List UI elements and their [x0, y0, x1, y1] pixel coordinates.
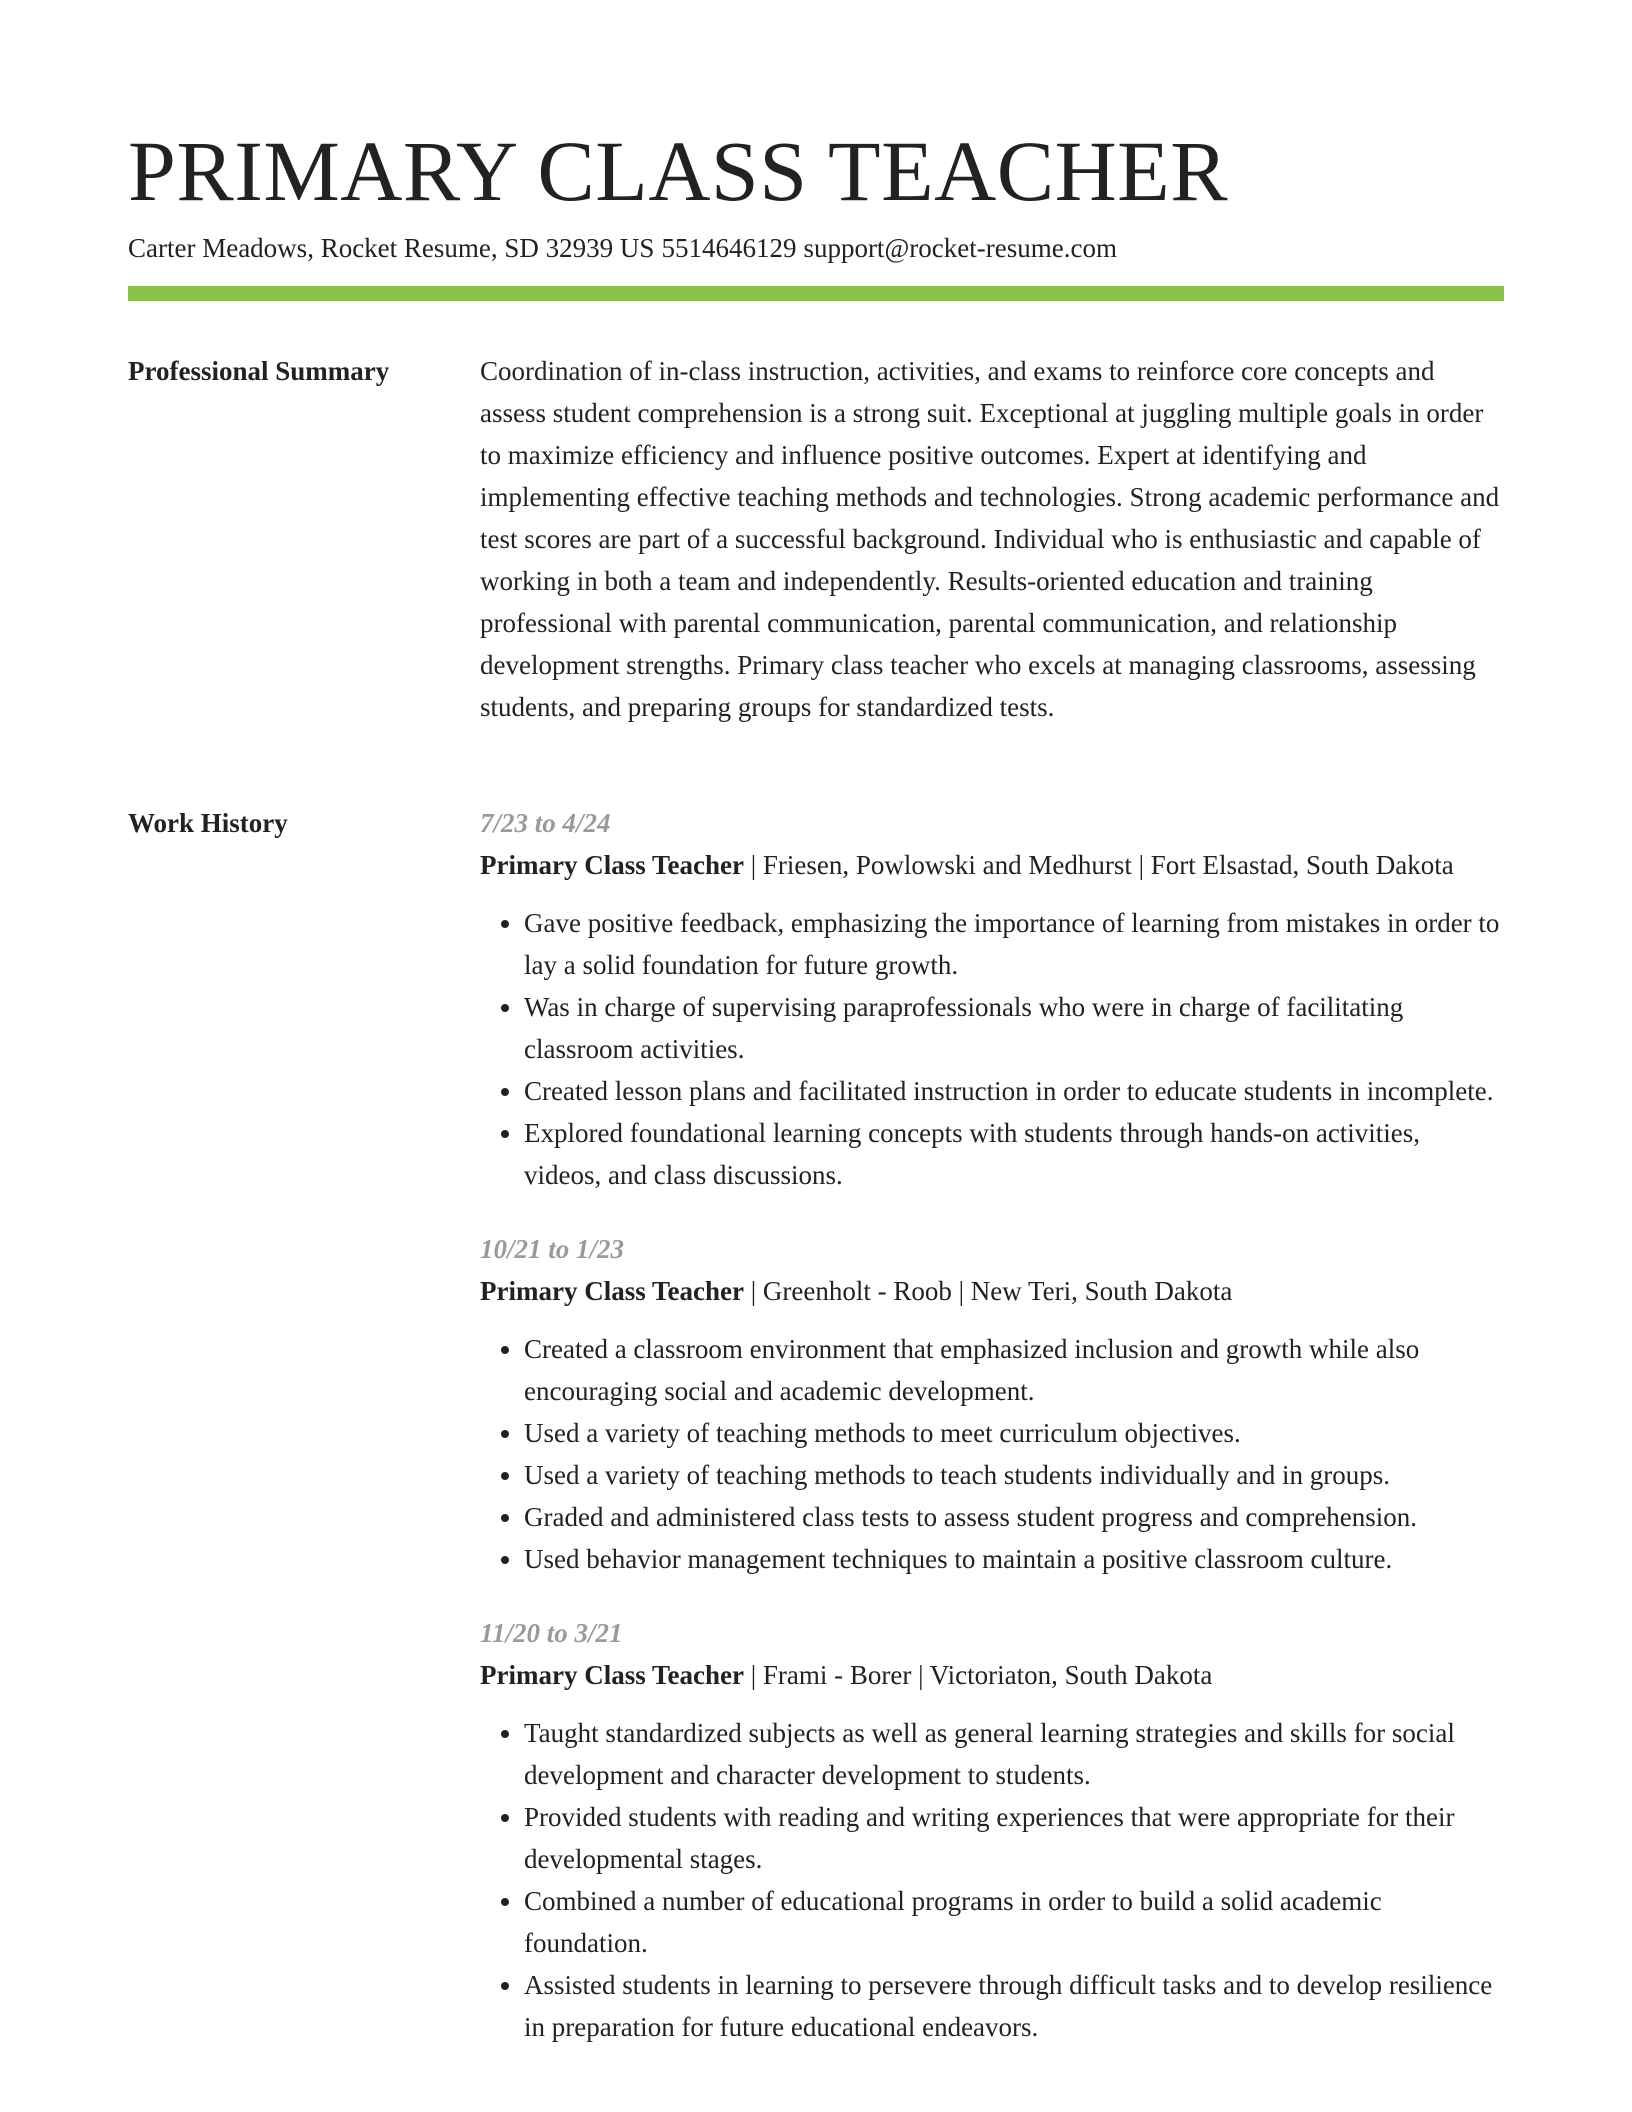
job-bullet: • Used a variety of teaching methods to meet curriculum objectives. [524, 1412, 1504, 1454]
section-heading-work-history: Work History [128, 808, 288, 838]
contact-email: support@rocket-resume.com [803, 233, 1117, 263]
job-title: Primary Class Teacher [480, 1276, 744, 1306]
job-employer-location: | Greenholt - Roob | New Teri, South Dakota [743, 1276, 1233, 1306]
job-dates: 7/23 to 4/24 [480, 808, 611, 838]
job-heading [480, 1270, 1504, 1312]
job-entry [480, 1612, 1504, 2048]
section-heading-summary: Professional Summary [128, 356, 390, 386]
job-bullet: • Combined a number of educational programs in order to build a solid academic foundation. [524, 1880, 1504, 1964]
job-entry [480, 802, 1504, 1196]
job-bullet: • Was in charge of supervising paraprofessionals who were in charge of facilitating classroom activities. [524, 986, 1504, 1070]
contact-address: Carter Meadows, Rocket Resume, SD 32939 US [128, 233, 655, 263]
job-bullet: • Graded and administered class tests to assess student progress and comprehension. [524, 1496, 1504, 1538]
job-heading [480, 1654, 1504, 1696]
job-title: Primary Class Teacher [480, 850, 744, 880]
job-bullet: • Gave positive feedback, emphasizing the importance of learning from mistakes in order to lay a solid foundation for future growth. [524, 902, 1504, 986]
job-bullet: • Used a variety of teaching methods to teach students individually and in groups. [524, 1454, 1504, 1496]
job-heading [480, 844, 1504, 886]
resume-title: PRIMARY CLASS TEACHER [128, 123, 1229, 219]
job-dates: 11/20 to 3/21 [480, 1618, 623, 1648]
job-bullet: • Used behavior management techniques to maintain a positive classroom culture. [524, 1538, 1504, 1580]
job-bullet-list [480, 1328, 1504, 1580]
contact-phone: 5514646129 [661, 233, 797, 263]
summary-text: Coordination of in-class instruction, activities, and exams to reinforce core concepts and assess student comprehension is a strong suit. Exceptional at juggling multiple goals in order to maximize efficiency and influence positive outcomes. Expert at identifying and implementing effective teaching methods and technologies. Strong academic performance and test scores are part of a successful background. Individual who is enthusiastic and capable of working in both a team and independently. Results-oriented education and training professional with parental communication, parental communication, and relationship development strengths. Primary class teacher who excels at managing classrooms, assessing students, and preparing groups for standardized tests. [480, 356, 1500, 722]
job-bullet: • Taught standardized subjects as well as general learning strategies and skills for social development and character development to students. [524, 1712, 1504, 1796]
job-bullet: • Created a classroom environment that emphasized inclusion and growth while also encouraging social and academic development. [524, 1328, 1504, 1412]
job-bullet-list [480, 1712, 1504, 2048]
summary-body [480, 350, 1504, 728]
job-dates: 10/21 to 1/23 [480, 1234, 625, 1264]
job-bullet: • Created lesson plans and facilitated instruction in order to educate students in incomplete. [524, 1070, 1504, 1112]
job-entry [480, 1228, 1504, 1580]
job-bullet: • Provided students with reading and writing experiences that were appropriate for their developmental stages. [524, 1796, 1504, 1880]
job-title: Primary Class Teacher [480, 1660, 744, 1690]
header-divider [128, 286, 1504, 301]
work-history-body [480, 802, 1504, 2080]
job-bullet: • Assisted students in learning to persevere through difficult tasks and to develop resilience in preparation for future educational endeavors. [524, 1964, 1504, 2048]
job-employer-location: | Friesen, Powlowski and Medhurst | Fort Elsastad, South Dakota [743, 850, 1454, 880]
job-bullet-list [480, 902, 1504, 1196]
job-bullet: • Explored foundational learning concepts with students through hands-on activities, videos, and class discussions. [524, 1112, 1504, 1196]
job-employer-location: | Frami - Borer | Victoriaton, South Dakota [743, 1660, 1213, 1690]
contact-line [128, 230, 1117, 266]
